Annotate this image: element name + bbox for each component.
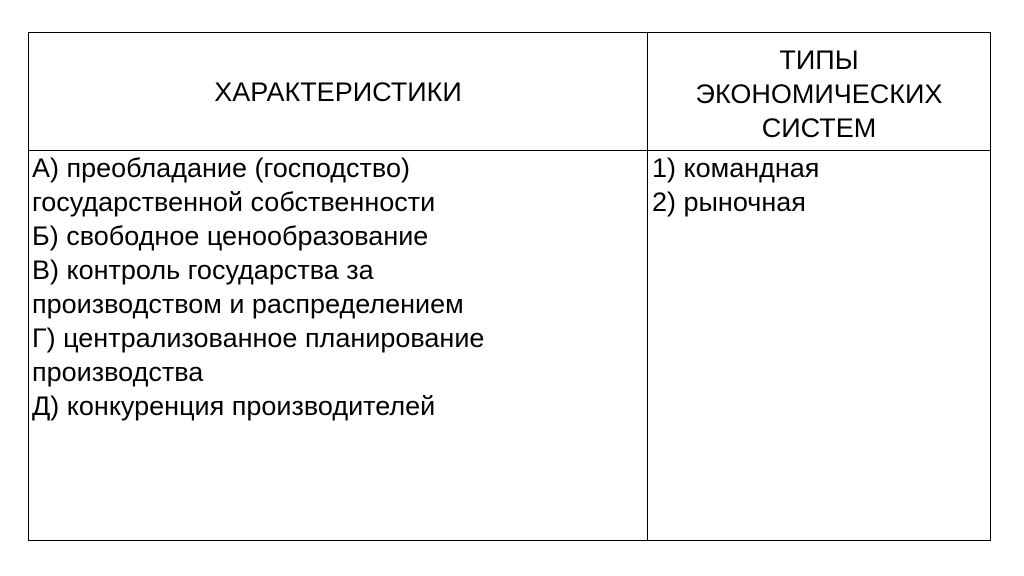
characteristic-item-d: Д) конкуренция производителей (32, 391, 436, 421)
header-characteristics: ХАРАКТЕРИСТИКИ (29, 33, 648, 151)
system-types-list (648, 151, 991, 541)
matching-table (28, 32, 991, 541)
characteristics-list (29, 151, 648, 541)
header-line: ЭКОНОМИЧЕСКИХ (695, 78, 943, 109)
header-line: ТИПЫ (779, 44, 859, 75)
characteristic-item-a: А) преобладание (господство) (32, 153, 410, 183)
characteristic-item-v: В) контроль государства за (32, 255, 374, 285)
header-economic-system-types (648, 33, 991, 151)
system-type-2: 2) рыночная (652, 187, 806, 217)
body-row (29, 151, 991, 541)
characteristic-item-g: Г) централизованное планирование (32, 323, 485, 353)
characteristic-item-v-cont: производством и распределением (32, 289, 464, 319)
system-type-1: 1) командная (652, 153, 820, 183)
characteristic-item-g-cont: производства (32, 357, 204, 387)
characteristic-item-b: Б) свободное ценообразование (32, 221, 429, 251)
header-line: СИСТЕМ (761, 112, 877, 143)
header-row (29, 33, 991, 151)
characteristic-item-a-cont: государственной собственности (32, 187, 436, 217)
